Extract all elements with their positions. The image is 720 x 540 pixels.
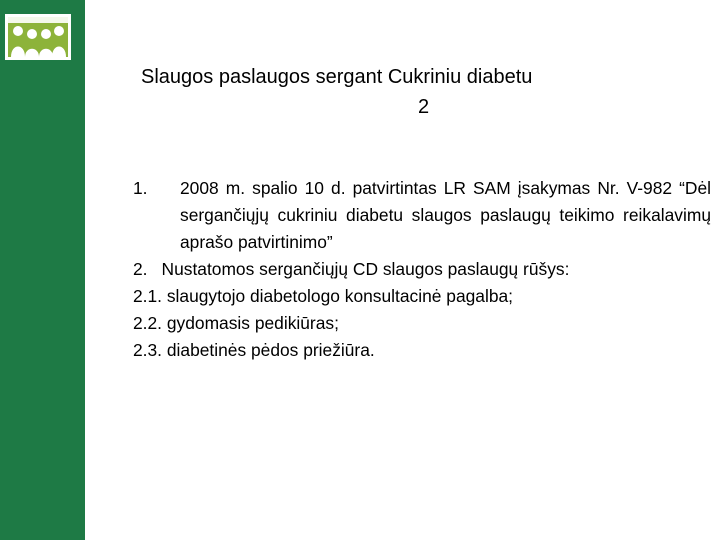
item-number: 2. [133, 259, 148, 279]
item-text: 2008 m. spalio 10 d. patvirtintas LR SAM įsakymas Nr. V-982 “Dėl sergančiųjų cukriniu diabetu slaugos paslaugų teikimo reikalavimų aprašo patvirtinimo” [180, 178, 711, 252]
left-sidebar-band [0, 0, 85, 540]
list-item [133, 256, 713, 283]
item-text: slaugytojo diabetologo konsultacinė pagalba; [166, 286, 513, 306]
list-item [133, 337, 713, 364]
item-text: gydomasis pedikiūras; [166, 313, 339, 333]
slide-body [133, 175, 713, 364]
item-text: diabetinės pėdos priežiūra. [166, 340, 375, 360]
slide-title [135, 62, 715, 122]
item-text: Nustatomos sergančiųjų CD slaugos paslaugų rūšys: [161, 259, 570, 279]
people-icon [8, 17, 68, 57]
list-item [133, 175, 713, 256]
item-number: 1. [133, 178, 148, 198]
list-item [133, 310, 713, 337]
title-line-1: Slaugos paslaugos sergant Cukriniu diabetu [141, 66, 533, 88]
logo [5, 14, 71, 60]
list-item [133, 283, 713, 310]
item-number: 2.3. [133, 340, 163, 360]
item-number: 2.1. [133, 286, 163, 306]
logo-people-icon [8, 17, 68, 57]
title-line-2: 2 [418, 96, 430, 118]
item-number: 2.2. [133, 313, 163, 333]
